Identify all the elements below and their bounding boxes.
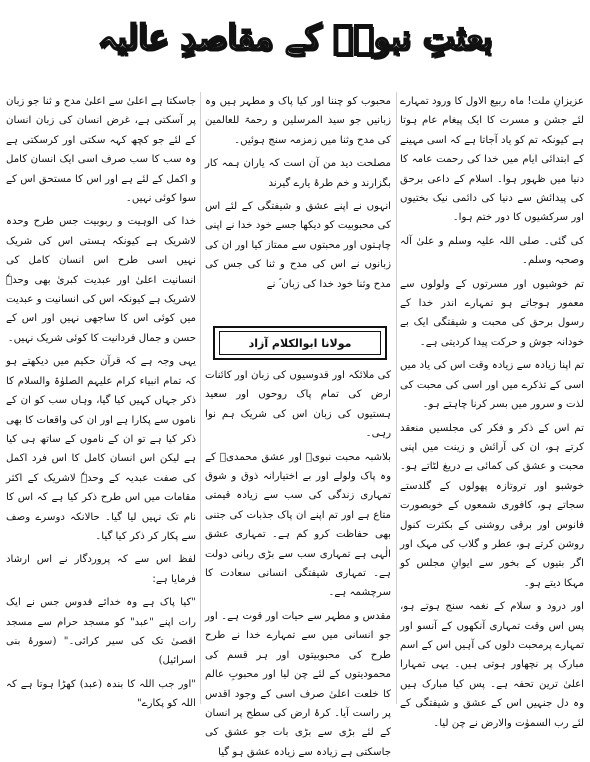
article-title-text: بعثتِ نبویؐ کے مقاصدِ عالیہ [97,17,493,58]
article-title [97,6,493,68]
paragraph: خدا کی الوہیت و ربوبیت جس طرح وحدہ لاشریک ہے کیونکہ ہستی اس کی شریک نہیں اسی طرح اس انسان کامل کی انسانیت اعلیٰ اور عبدیت کبریٰ بھی وحدہٗ لاشریک ہے کیونکہ اس کی انسانیت و عبدیت میں کوئی اس کا ساجھی نہیں اور اس کے حسن و جمال فردانیت کا کوئی شریک نہیں۔ [6,216,196,344]
paragraph: کی گئی۔ صلی اللہ علیہ وسلم و علیٰ آلہ وصحبہ وسلم۔ [400,235,584,267]
paragraph: یہی وجہ ہے کہ قرآن حکیم میں دیکھتے ہو کہ تمام انبیاء کرام علیہم الصلوٰۃ والسلام کا ذکر جہاں کہیں کیا گیا، وہاں سب کو ان کے ناموں سے پکارا ہے اور ان کی واقعات کا بھی ذکر کیا ہے تو ان کے ناموں کے ساتھ ہی کیا ہے لیکن اس انسان کامل کا اس فرد اکمل کی صفت عبدیہ کے وحدہٗ لاشریک کے اکثر مقامات میں اس طرح ذکر کیا ہے کہ اس کا نام تک نہیں لیا گیا۔ حالانکہ دوسرے وصف سے پکار کر ذکر کیا گیا۔ [6,356,196,542]
author-box [213,326,387,360]
paragraph: محبوب کو چننا اور کیا پاک و مطہر ہیں وہ زبانیں جو سید المرسلین و رحمۃ للعالمین کی مدح وثنا میں زمزمہ سنج ہوئیں۔ [205,96,391,146]
paragraph: مصلحت دید من آن است کہ یاران ہمہ کار بگزارند و خم طرۂ یارے گیرند [205,158,391,189]
paragraph: تم خوشیوں اور مسرتوں کے ولولوں سے معمور ہوجاتے ہو تمہارے اندر خدا کے رسول برحق کی محبت و شیفتگی ایک بے خودانہ جوش و حرکت پیدا کردیتی ہے۔ [400,278,584,348]
column-divider [396,92,397,704]
author-name: مولانا ابوالکلام آزاد [219,331,381,355]
paragraph: جاسکتا ہے اعلیٰ سے اعلیٰ مدح و ثنا جو زبان پر آسکتی ہے، غرض انسان کی زبان انسان کے لئے جو کچھ کہہ سکتی اور کرسکتی ہے وہ سب کا سب صرف اسی ایک انسان کامل و اکمل کے لئے ہے اور اس کا مستحق اس کے سوا کوئی نہیں۔ [6,96,196,205]
column-left [6,92,196,710]
quote: "کیا پاک ہے وہ خدائے قدوس جس نے ایک رات اپنے "عبد" کو مسجد حرام سے مسجد اقصیٰ تک کی سیر کرائی۔" (سورۂ بنی اسرائیل) [6,597,196,667]
paragraph: کی ملائکہ اور قدوسیوں کی زبان اور کائنات ارض کی تمام پاک روحوں اور سعید ہستیوں کی زبان اس کی شریک ہم نوا رہی۔ [205,370,391,440]
paragraph: اور درود و سلام کے نغمہ سنج ہوتے ہو، پس اس وقت تمہاری آنکھوں کے آنسو اور تمہارے پرمحبت دلوں کی آہیں اس کے اسم مبارک پر نچھاور ہوتی ہیں۔ یہی تمہارا اعلیٰ ترین تحفہ ہے۔ پس کیا مبارک ہیں وہ دل جنہیں اس کے عشق و شیفتگی کے لئے رب السموٰت والارض نے چن لیا۔ [400,601,584,729]
paragraph: بلاشبہ محبت نبویؐ اور عشق محمدیؐ کے وہ پاک ولولے اور بے اختیارانہ ذوق و شوق تمہاری زندگی کی سب سے زیادہ قیمتی متاع ہے اور تم اپنے ان پاک جذبات کی جتنی بھی حفاظت کرو کم ہے۔ تمہاری عشق الٰہی ہے تمہاری سب سے بڑی ربانی دولت ہے۔ تمہاری شیفتگی انسانی سعادت کا سرچشمہ ہے۔ [205,451,391,599]
paragraph: عزیزانِ ملت! ماہ ربیع الاول کا ورود تمہارے لئے جشن و مسرت کا ایک پیغام عام ہوتا ہے کیونکہ تم کو یاد آجاتا ہے کہ اسی مہینے کے ابتدائی ایام میں خدا کی رحمت عامہ کا دنیا میں ظہور ہوا۔ اسلام کے داعی برحق کی پیدائش سے دنیا کی دائمی نیک بختیوں اور سرکشیوں کا دور ختم ہوا۔ [400,96,584,224]
paragraph: انہوں نے اپنے عشق و شیفتگی کے لئے اس کی محبوبیت کو دیکھا جسے خود خدا نے اپنی چاہتوں اور محبتوں سے ممتاز کیا اور ان کی زبانوں نے اس کی مدح و ثنا کی جس کی مدح وثنا خود خدا کی زبان ؐ نے [205,201,391,290]
paragraph: تم اپنا زیادہ سے زیادہ وقت اس کی یاد میں اسی کے تذکرے میں اور اسی کی محبت کی لذت و سرور میں بسر کرنا چاہتے ہو۔ [400,360,584,411]
paragraph: مقدس و مطہر سے حیات اور قوت ہے۔ اور جو انسانی میں سے تمہارے خدا نے طرح طرح کی محبوبیتوں اور ہر قسم کی محمودیتوں کے لئے چن لیا اور محبوبِ عالم کا خلعت اعلیٰ صرف اسی کے وجود اقدس پر راست آیا۔ کرۂ ارض کی سطح پر انسان کے لئے بڑی سے بڑی بات جو عشق کی جاسکتی ہے زیادہ سے زیادہ عشق ہو گیا [205,610,391,758]
column-right [400,92,584,729]
paragraph: لفظ اس سے کہ پروردگار نے اس ارشاد فرمایا ہے: [6,554,196,585]
paragraph: تم اس کے ذکر و فکر کی مجلسیں منعقد کرتے ہو، ان کی آرائش و زینت میں اپنی محبت و عشق کی کمائی بے دریغ لٹاتے ہو۔ خوشبو اور تروتازہ پھولوں کے گلدستے سجاتے ہو، کافوری شمعوں کے خوبصورت فانوس اور برقی روشنی کے بکثرت کنول روشن کرتے ہو، عطر و گلاب کی مہک اور اگر بتیوں کے بخور سے ایوانِ مجلس کو مہکا دیتے ہو۔ [400,422,584,589]
column-divider [200,92,201,704]
column-middle [205,92,391,758]
quote: "اور جب اللہ کا بندہ (عبد) کھڑا ہوتا ہے کہ اللہ کو پکارے" [6,678,196,710]
